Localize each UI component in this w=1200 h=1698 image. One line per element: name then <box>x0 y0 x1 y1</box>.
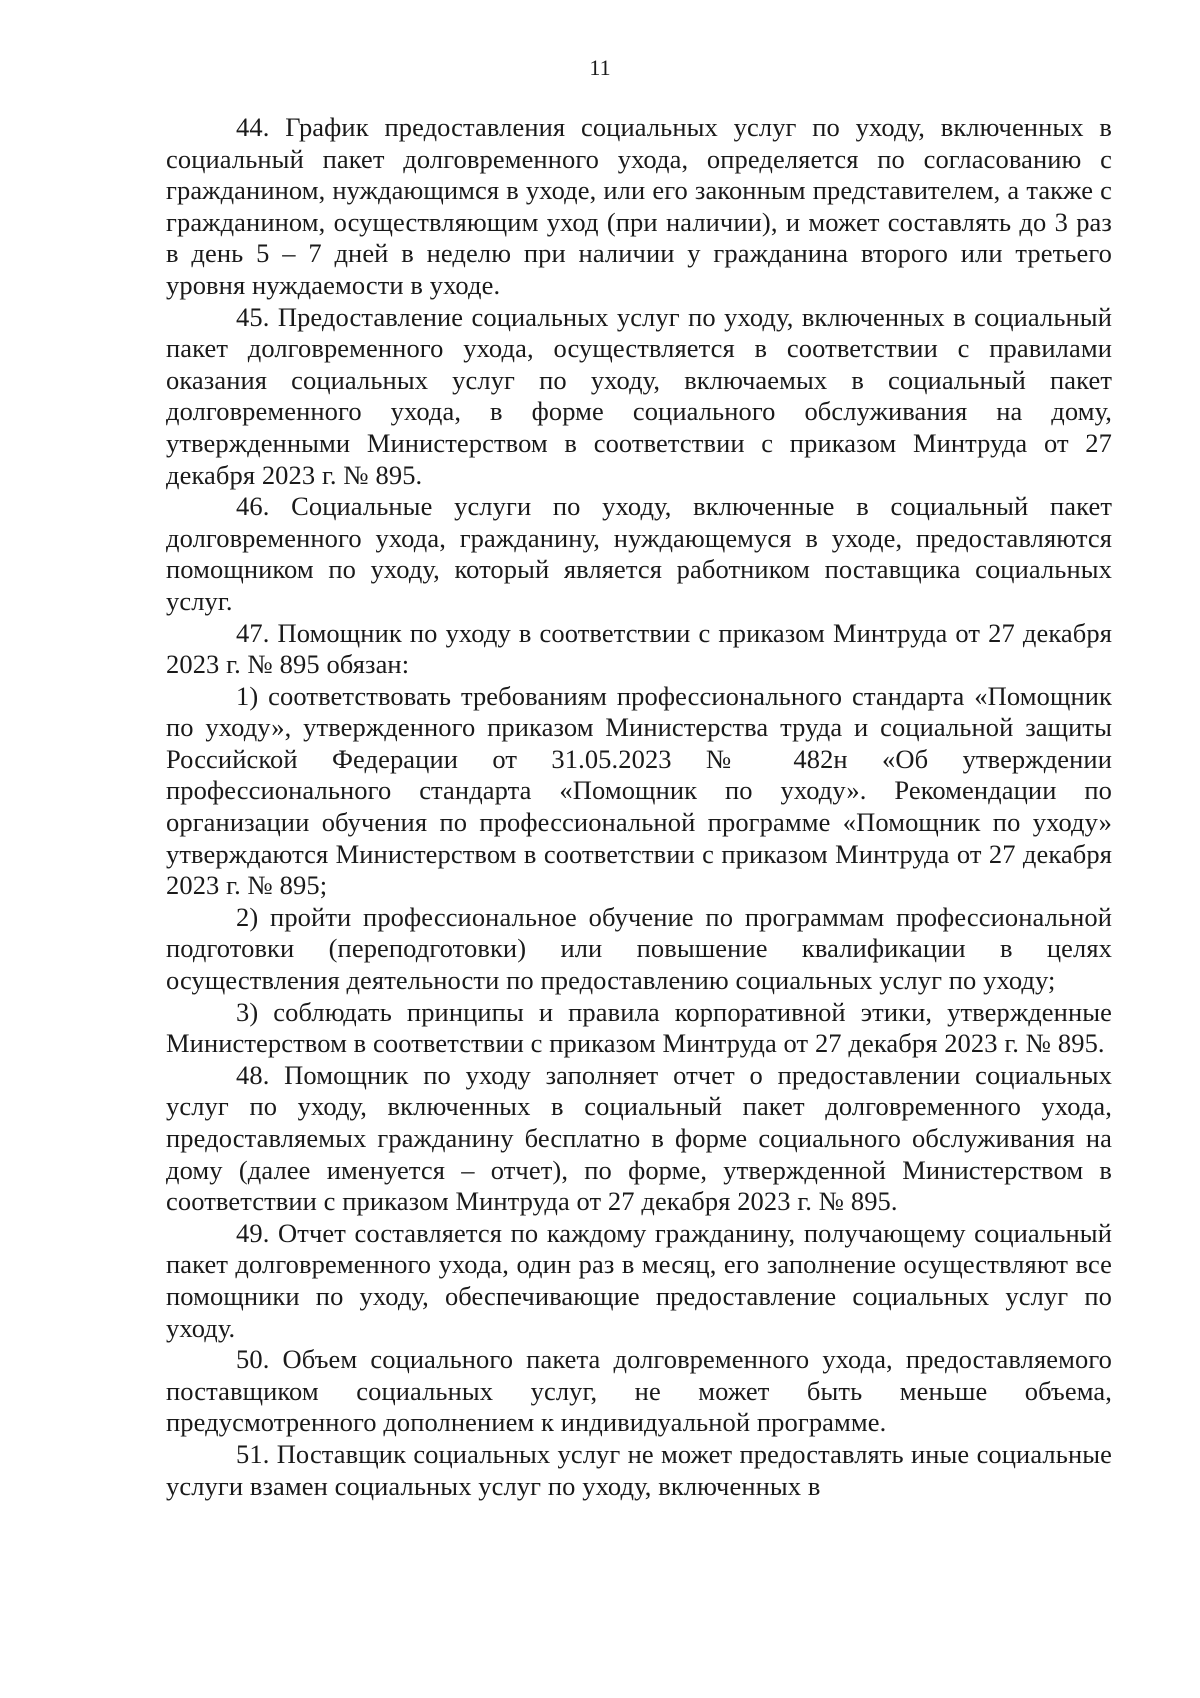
paragraph-45: 45. Предоставление социальных услуг по уходу, включенных в социальный пакет долговременного ухода, осуществляется в соответствии с правилами оказания социальных услуг по уходу, включаемых в социальный пакет долговременного ухода, в форме социального обслуживания на дому, утвержденными Министерством в соответствии с приказом Минтруда от 27 декабря 2023 г. № 895. <box>166 301 1112 490</box>
paragraph-47-item-1: 1) соответствовать требованиям профессионального стандарта «Помощник по уходу», утвержденного приказом Министерства труда и социальной защиты Российской Федерации от 31.05.2023 № 482н «Об утверждении профессионального стандарта «Помощник по уходу». Рекомендации по организации обучения по профессиональной программе «Помощник по уходу» утверждаются Министерством в соответствии с приказом Минтруда от 27 декабря 2023 г. № 895; <box>166 680 1112 901</box>
page-number: 11 <box>589 55 611 80</box>
paragraph-49: 49. Отчет составляется по каждому гражданину, получающему социальный пакет долговременного ухода, один раз в месяц, его заполнение осуществляют все помощники по уходу, обеспечивающие предоставление социальных услуг по уходу. <box>166 1217 1112 1343</box>
paragraph-47-item-2: 2) пройти профессиональное обучение по программам профессиональной подготовки (переподготовки) или повышение квалификации в целях осуществления деятельности по предоставлению социальных услуг по уходу; <box>166 901 1112 996</box>
paragraph-50: 50. Объем социального пакета долговременного ухода, предоставляемого поставщиком социальных услуг, не может быть меньше объема, предусмотренного дополнением к индивидуальной программе. <box>166 1344 1112 1438</box>
paragraph-51: 51. Поставщик социальных услуг не может предоставлять иные социальные услуги взамен социальных услуг по уходу, включенных в <box>166 1438 1112 1501</box>
document-body <box>166 112 1112 1502</box>
paragraph-44: 44. График предоставления социальных услуг по уходу, включенных в социальный пакет долговременного ухода, определяется по согласованию с гражданином, нуждающимся в уходе, или его законным представителем, а также с гражданином, осуществляющим уход (при наличии), и может составлять до 3 раз в день 5 – 7 дней в неделю при наличии у гражданина второго или третьего уровня нуждаемости в уходе. <box>166 112 1112 300</box>
paragraph-46: 46. Социальные услуги по уходу, включенные в социальный пакет долговременного ухода, гражданину, нуждающемуся в уходе, предоставляются помощником по уходу, который является работником поставщика социальных услуг. <box>166 491 1112 616</box>
paragraph-47-item-3: 3) соблюдать принципы и правила корпоративной этики, утвержденные Министерством в соответствии с приказом Минтруда от 27 декабря 2023 г. № 895. <box>166 996 1112 1059</box>
paragraph-47: 47. Помощник по уходу в соответствии с приказом Минтруда от 27 декабря 2023 г. № 895 обязан: <box>166 617 1112 680</box>
paragraph-48: 48. Помощник по уходу заполняет отчет о предоставлении социальных услуг по уходу, включенных в социальный пакет долговременного ухода, предоставляемых гражданину бесплатно в форме социального обслуживания на дому (далее именуется – отчет), по форме, утвержденной Министерством в соответствии с приказом Минтруда от 27 декабря 2023 г. № 895. <box>166 1059 1112 1217</box>
